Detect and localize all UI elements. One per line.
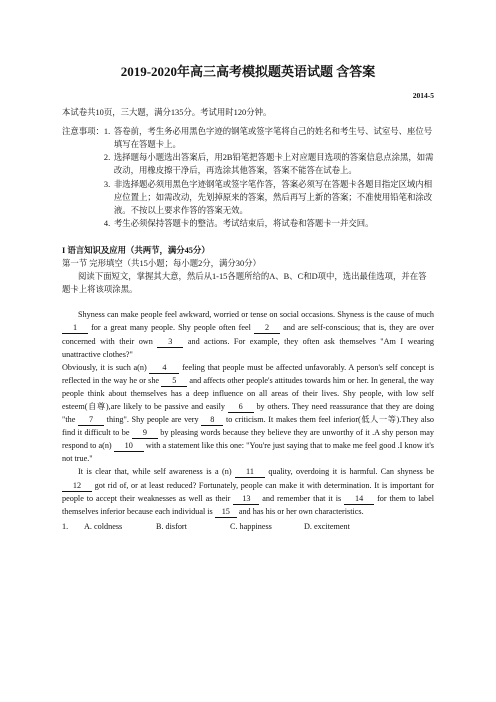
- passage-text: and are self-conscious; that is, they are over concerned with their own: [62, 323, 434, 346]
- blank-8: 8: [201, 415, 223, 426]
- passage-text: with a statement like this one: "You're just saying that to make me feel good .I know it's not true.": [62, 441, 434, 464]
- passage-text: It is clear that, while self awareness is a (n): [78, 467, 232, 477]
- notes-label: 注意事项：: [62, 127, 104, 137]
- blank-7: 7: [78, 415, 104, 426]
- passage-paragraph-1: [62, 308, 434, 360]
- note-item: [104, 125, 434, 151]
- passage-text: thing". Shy people are very: [106, 415, 199, 425]
- note-item: [104, 178, 434, 217]
- exam-date: 2014-5: [412, 91, 434, 100]
- blank-14: 14: [344, 494, 374, 505]
- passage-text: quality, overdoing it is harmful. Can shyness be: [268, 467, 434, 477]
- note-number: 3.: [103, 179, 111, 189]
- blank-11: 11: [235, 467, 265, 478]
- notes-list: [104, 125, 434, 230]
- blank-13: 13: [233, 494, 259, 505]
- blank-4: 4: [149, 363, 179, 374]
- passage-text: Obviously, it is such a(n): [62, 362, 147, 372]
- section-heading: I 语言知识及应用（共两节，满分45分）: [62, 245, 210, 255]
- option-b[interactable]: B. disfort: [156, 521, 187, 531]
- passage-text: by others. They need reassurance that they are doing "the: [62, 401, 435, 425]
- passage-text: for a great many people. Shy people often feel: [91, 323, 251, 333]
- passage-paragraph-3: [62, 465, 434, 517]
- passage-text: feeling that people must be affected unfavorably. A person's self concept is reflected in the way he or she: [62, 362, 434, 385]
- page-title: 2019-2020年高三高考模拟题英语试题 含答案: [120, 64, 376, 79]
- passage-text: got rid of, or at least reduced? Fortunately, people can make it with determination. It is important for people to accept their weaknesses as well as their: [62, 480, 434, 503]
- blank-10: 10: [114, 441, 144, 452]
- part-instruction: 阅读下面短文，掌握其大意，然后从1-15各题所给的A、B、C和D项中，选出最佳选项，并在答题卡上将该项涂黑。: [62, 272, 427, 295]
- blank-9: 9: [132, 428, 158, 439]
- intro-text: 本试卷共10页，三大题，满分135分。考试用时120分钟。: [62, 108, 272, 118]
- note-number: 4.: [103, 218, 111, 228]
- passage-text: and affects other people's attitudes towards him or her. In general, the way people think about themselves has a deep influence on all areas of their lives. Shy people, with low self esteem(自尊),are likely to be passive and easily: [62, 375, 435, 411]
- passage-text: and actions. For example, they often ask themselves "Am I wearing unattractive clothes?": [62, 336, 435, 359]
- option-a[interactable]: A. coldness: [84, 521, 123, 531]
- passage-text: for them to label themselves inferior because each individual is: [62, 493, 435, 516]
- blank-15: 15: [215, 507, 237, 518]
- passage-text: and remember that it is: [262, 493, 342, 503]
- note-number: 2.: [103, 153, 111, 163]
- note-item: [104, 217, 434, 230]
- question-number: 1.: [62, 521, 69, 531]
- option-c[interactable]: C. happiness: [230, 521, 272, 531]
- note-text: 非选择题必须用黑色字迹钢笔或签字笔作答，答案必须写在答题卡各题目指定区域内相应位置上；如需改动，先划掉原来的答案，然后再写上新的答案；不准使用铅笔和涂改液。不按以上要求作答的答案无效。: [113, 179, 433, 215]
- blank-2: 2: [254, 323, 280, 334]
- passage-text: to criticism. It makes them feel inferior(低人一等).They also find it difficult to be: [62, 415, 435, 438]
- blank-12: 12: [62, 481, 92, 492]
- note-text: 答卷前，考生务必用黑色字迹的钢笔或签字笔将自己的姓名和考生号、试室号、座位号填写在答题卡上。: [113, 127, 433, 150]
- option-d[interactable]: D. excitement: [304, 521, 350, 531]
- blank-6: 6: [228, 402, 254, 413]
- note-number: 1.: [103, 127, 111, 137]
- question-1: [62, 520, 434, 533]
- note-item: [104, 151, 434, 177]
- blank-3: 3: [157, 337, 183, 348]
- blank-1: 1: [62, 323, 88, 334]
- passage-text: by pleasing words because they believe they are unworthy of it .A shy person may respond to a(n): [62, 428, 435, 451]
- part-heading: 第一节 完形填空（共15小题；每小题2分，满分30分）: [62, 259, 261, 269]
- note-text: 选择题每小题选出答案后，用2B铅笔把答题卡上对应题目选项的答案信息点涂黑，如需改动，用橡皮擦干净后，再选涂其他答案，答案不能答在试卷上。: [113, 153, 434, 176]
- note-text: 考生必须保持答题卡的整洁。考试结束后，将试卷和答题卡一并交回。: [113, 218, 374, 228]
- cloze-passage: [62, 308, 434, 533]
- notes-block: [62, 125, 434, 230]
- blank-5: 5: [161, 376, 187, 387]
- passage-text: Shyness can make people feel awkward, worried or tense on social occasions. Shyness is the cause of much: [78, 310, 434, 320]
- passage-text: and has his or her own characteristics.: [238, 506, 364, 516]
- passage-paragraph-2: [62, 361, 434, 466]
- notes-row: [62, 125, 434, 230]
